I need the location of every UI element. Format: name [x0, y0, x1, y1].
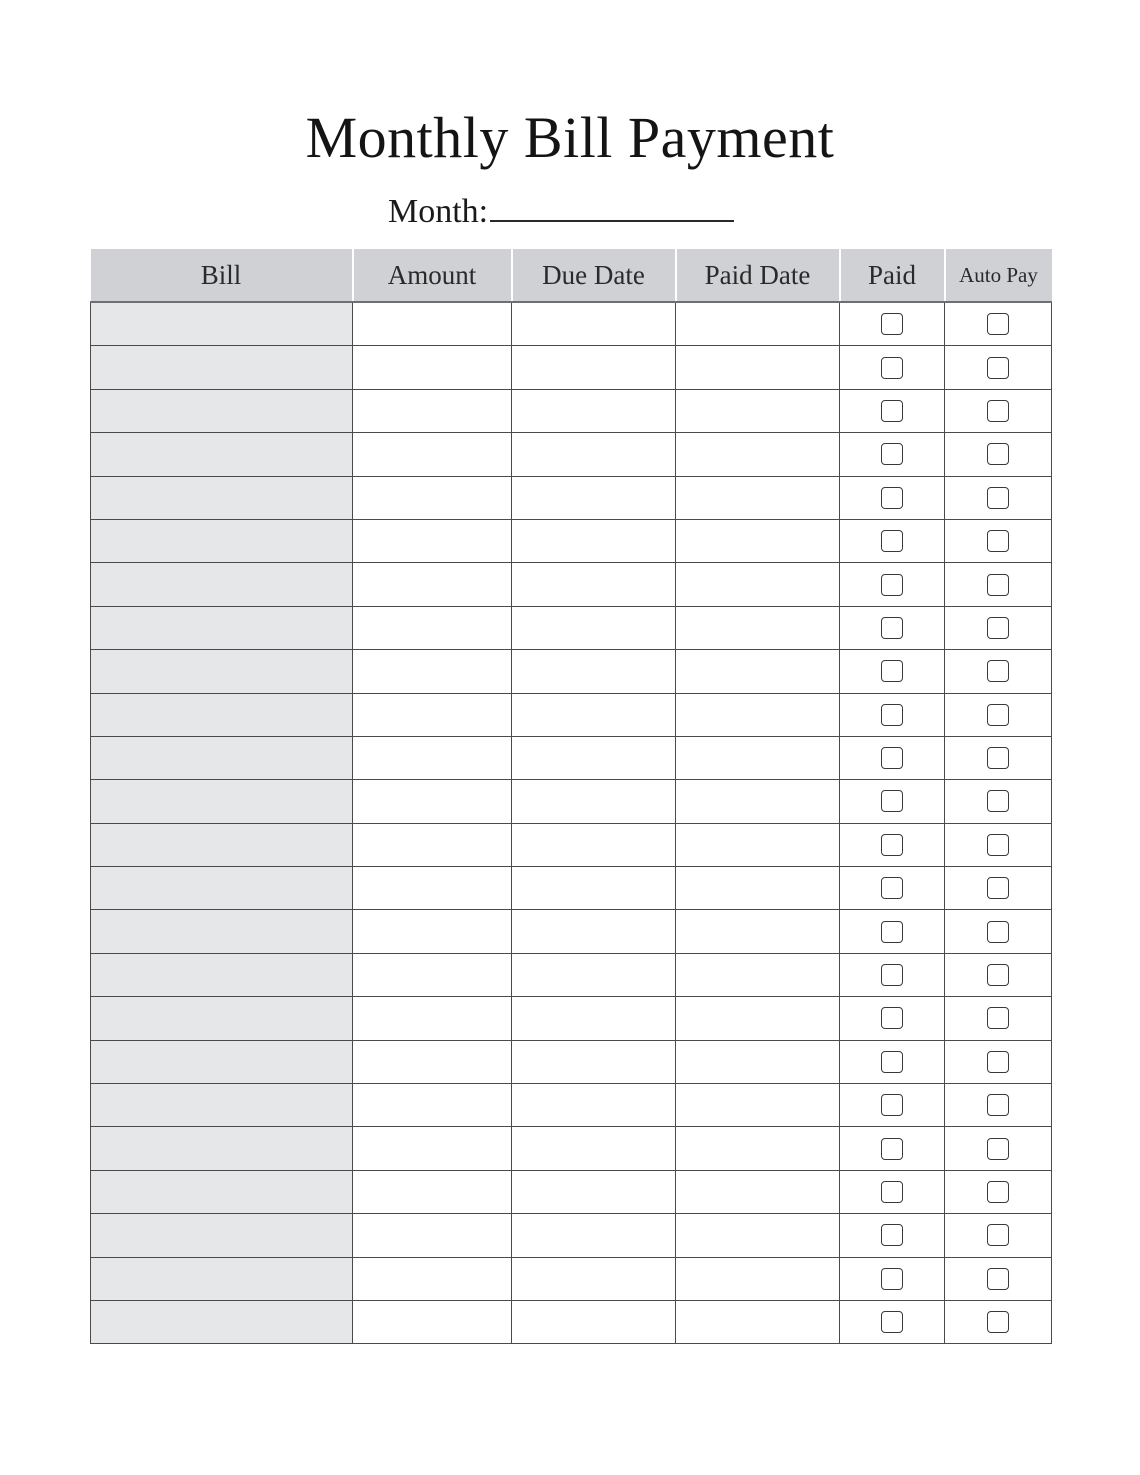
bill-input-cell[interactable]	[91, 910, 353, 953]
auto-pay-checkbox-cell	[945, 1040, 1052, 1083]
paid-date-input-cell[interactable]	[676, 519, 840, 562]
due-date-input-cell[interactable]	[512, 476, 676, 519]
empty-checkbox-icon[interactable]	[987, 747, 1009, 769]
bill-input-cell[interactable]	[91, 1300, 353, 1343]
paid-date-input-cell[interactable]	[676, 1300, 840, 1343]
amount-input-cell[interactable]	[353, 1170, 512, 1213]
auto-pay-checkbox-cell	[945, 1127, 1052, 1170]
table-header-row	[91, 249, 1052, 302]
empty-checkbox-icon[interactable]	[881, 487, 903, 509]
paid-checkbox-cell	[840, 823, 945, 866]
empty-checkbox-icon[interactable]	[987, 530, 1009, 552]
bill-input-cell[interactable]	[91, 1170, 353, 1213]
due-date-input-cell[interactable]	[512, 1170, 676, 1213]
due-date-input-cell[interactable]	[512, 519, 676, 562]
paid-date-input-cell[interactable]	[676, 953, 840, 996]
table-row	[91, 953, 1052, 996]
bill-input-cell[interactable]	[91, 1257, 353, 1300]
due-date-input-cell[interactable]	[512, 867, 676, 910]
bill-input-cell[interactable]	[91, 563, 353, 606]
due-date-input-cell[interactable]	[512, 1257, 676, 1300]
bill-input-cell[interactable]	[91, 606, 353, 649]
amount-input-cell[interactable]	[353, 736, 512, 779]
table-row	[91, 910, 1052, 953]
table-row	[91, 650, 1052, 693]
table-row	[91, 997, 1052, 1040]
paid-date-input-cell[interactable]	[676, 1214, 840, 1257]
bill-input-cell[interactable]	[91, 736, 353, 779]
auto-pay-checkbox-cell	[945, 563, 1052, 606]
empty-checkbox-icon[interactable]	[881, 530, 903, 552]
amount-input-cell[interactable]	[353, 693, 512, 736]
empty-checkbox-icon[interactable]	[881, 964, 903, 986]
auto-pay-checkbox-cell	[945, 650, 1052, 693]
bill-input-cell[interactable]	[91, 346, 353, 389]
paid-date-input-cell[interactable]	[676, 780, 840, 823]
bill-input-cell[interactable]	[91, 433, 353, 476]
paid-date-input-cell[interactable]	[676, 997, 840, 1040]
due-date-input-cell[interactable]	[512, 823, 676, 866]
paid-checkbox-cell	[840, 910, 945, 953]
empty-checkbox-icon[interactable]	[987, 1224, 1009, 1246]
empty-checkbox-icon[interactable]	[987, 487, 1009, 509]
empty-checkbox-icon[interactable]	[987, 617, 1009, 639]
due-date-input-cell[interactable]	[512, 780, 676, 823]
auto-pay-checkbox-cell	[945, 736, 1052, 779]
table-row	[91, 519, 1052, 562]
due-date-input-cell[interactable]	[512, 693, 676, 736]
column-header-bill: Bill	[91, 249, 353, 302]
table-row	[91, 1300, 1052, 1343]
table-row	[91, 1040, 1052, 1083]
due-date-input-cell[interactable]	[512, 997, 676, 1040]
auto-pay-checkbox-cell	[945, 476, 1052, 519]
bill-input-cell[interactable]	[91, 780, 353, 823]
table-row	[91, 780, 1052, 823]
auto-pay-checkbox-cell	[945, 519, 1052, 562]
paid-checkbox-cell	[840, 1040, 945, 1083]
amount-input-cell[interactable]	[353, 780, 512, 823]
amount-input-cell[interactable]	[353, 1084, 512, 1127]
auto-pay-checkbox-cell	[945, 1214, 1052, 1257]
paid-checkbox-cell	[840, 346, 945, 389]
table-row	[91, 389, 1052, 432]
amount-input-cell[interactable]	[353, 1127, 512, 1170]
empty-checkbox-icon[interactable]	[987, 400, 1009, 422]
paid-date-input-cell[interactable]	[676, 302, 840, 346]
empty-checkbox-icon[interactable]	[987, 1051, 1009, 1073]
table-row	[91, 1127, 1052, 1170]
auto-pay-checkbox-cell	[945, 606, 1052, 649]
bill-input-cell[interactable]	[91, 823, 353, 866]
paid-checkbox-cell	[840, 1257, 945, 1300]
table-row	[91, 823, 1052, 866]
paid-date-input-cell[interactable]	[676, 823, 840, 866]
bill-input-cell[interactable]	[91, 1127, 353, 1170]
paid-date-input-cell[interactable]	[676, 736, 840, 779]
empty-checkbox-icon[interactable]	[881, 617, 903, 639]
bill-rows	[91, 302, 1052, 1344]
paid-date-input-cell[interactable]	[676, 1127, 840, 1170]
table-row	[91, 1257, 1052, 1300]
auto-pay-checkbox-cell	[945, 1257, 1052, 1300]
paid-date-input-cell[interactable]	[676, 910, 840, 953]
paid-checkbox-cell	[840, 1214, 945, 1257]
month-input-line[interactable]	[490, 190, 734, 222]
amount-input-cell[interactable]	[353, 346, 512, 389]
paid-date-input-cell[interactable]	[676, 867, 840, 910]
table-row	[91, 693, 1052, 736]
bill-table	[90, 249, 1052, 1344]
paid-date-input-cell[interactable]	[676, 563, 840, 606]
amount-input-cell[interactable]	[353, 910, 512, 953]
empty-checkbox-icon[interactable]	[881, 790, 903, 812]
amount-input-cell[interactable]	[353, 1257, 512, 1300]
amount-input-cell[interactable]	[353, 476, 512, 519]
due-date-input-cell[interactable]	[512, 433, 676, 476]
paid-date-input-cell[interactable]	[676, 1170, 840, 1213]
auto-pay-checkbox-cell	[945, 910, 1052, 953]
paid-date-input-cell[interactable]	[676, 606, 840, 649]
empty-checkbox-icon[interactable]	[881, 400, 903, 422]
empty-checkbox-icon[interactable]	[987, 704, 1009, 726]
auto-pay-checkbox-cell	[945, 346, 1052, 389]
bill-input-cell[interactable]	[91, 519, 353, 562]
auto-pay-checkbox-cell	[945, 823, 1052, 866]
paid-checkbox-cell	[840, 433, 945, 476]
bill-input-cell[interactable]	[91, 650, 353, 693]
amount-input-cell[interactable]	[353, 997, 512, 1040]
amount-input-cell[interactable]	[353, 1040, 512, 1083]
table-row	[91, 476, 1052, 519]
table-row	[91, 302, 1052, 346]
paid-checkbox-cell	[840, 1084, 945, 1127]
bill-input-cell[interactable]	[91, 476, 353, 519]
paid-date-input-cell[interactable]	[676, 650, 840, 693]
bill-input-cell[interactable]	[91, 302, 353, 346]
page-title: Monthly Bill Payment	[305, 105, 835, 170]
empty-checkbox-icon[interactable]	[987, 1007, 1009, 1029]
table-row	[91, 1084, 1052, 1127]
auto-pay-checkbox-cell	[945, 433, 1052, 476]
paid-checkbox-cell	[840, 1170, 945, 1213]
auto-pay-checkbox-cell	[945, 389, 1052, 432]
paid-date-input-cell[interactable]	[676, 693, 840, 736]
empty-checkbox-icon[interactable]	[987, 1138, 1009, 1160]
paid-checkbox-cell	[840, 606, 945, 649]
amount-input-cell[interactable]	[353, 650, 512, 693]
paid-date-input-cell[interactable]	[676, 1257, 840, 1300]
empty-checkbox-icon[interactable]	[881, 660, 903, 682]
paid-date-input-cell[interactable]	[676, 476, 840, 519]
table-row	[91, 1214, 1052, 1257]
due-date-input-cell[interactable]	[512, 1300, 676, 1343]
amount-input-cell[interactable]	[353, 1214, 512, 1257]
due-date-input-cell[interactable]	[512, 346, 676, 389]
paid-checkbox-cell	[840, 519, 945, 562]
empty-checkbox-icon[interactable]	[987, 877, 1009, 899]
empty-checkbox-icon[interactable]	[881, 1268, 903, 1290]
table-row	[91, 346, 1052, 389]
table-row	[91, 606, 1052, 649]
due-date-input-cell[interactable]	[512, 606, 676, 649]
table-row	[91, 736, 1052, 779]
paid-checkbox-cell	[840, 389, 945, 432]
empty-checkbox-icon[interactable]	[881, 1224, 903, 1246]
due-date-input-cell[interactable]	[512, 302, 676, 346]
empty-checkbox-icon[interactable]	[987, 790, 1009, 812]
table-row	[91, 563, 1052, 606]
amount-input-cell[interactable]	[353, 302, 512, 346]
empty-checkbox-icon[interactable]	[881, 1007, 903, 1029]
bill-input-cell[interactable]	[91, 1040, 353, 1083]
empty-checkbox-icon[interactable]	[987, 834, 1009, 856]
bill-input-cell[interactable]	[91, 693, 353, 736]
column-header-paid: Paid	[840, 249, 945, 302]
paid-checkbox-cell	[840, 693, 945, 736]
due-date-input-cell[interactable]	[512, 1127, 676, 1170]
amount-input-cell[interactable]	[353, 606, 512, 649]
paid-date-input-cell[interactable]	[676, 389, 840, 432]
empty-checkbox-icon[interactable]	[881, 921, 903, 943]
empty-checkbox-icon[interactable]	[987, 313, 1009, 335]
amount-input-cell[interactable]	[353, 953, 512, 996]
amount-input-cell[interactable]	[353, 563, 512, 606]
amount-input-cell[interactable]	[353, 1300, 512, 1343]
empty-checkbox-icon[interactable]	[881, 834, 903, 856]
paid-checkbox-cell	[840, 736, 945, 779]
bill-input-cell[interactable]	[91, 1084, 353, 1127]
due-date-input-cell[interactable]	[512, 1084, 676, 1127]
paid-date-input-cell[interactable]	[676, 433, 840, 476]
auto-pay-checkbox-cell	[945, 780, 1052, 823]
empty-checkbox-icon[interactable]	[987, 1094, 1009, 1116]
auto-pay-checkbox-cell	[945, 1084, 1052, 1127]
empty-checkbox-icon[interactable]	[987, 964, 1009, 986]
empty-checkbox-icon[interactable]	[881, 1138, 903, 1160]
paid-date-input-cell[interactable]	[676, 1084, 840, 1127]
paid-checkbox-cell	[840, 867, 945, 910]
empty-checkbox-icon[interactable]	[987, 921, 1009, 943]
empty-checkbox-icon[interactable]	[987, 357, 1009, 379]
table-row	[91, 433, 1052, 476]
amount-input-cell[interactable]	[353, 823, 512, 866]
paid-date-input-cell[interactable]	[676, 346, 840, 389]
paid-checkbox-cell	[840, 953, 945, 996]
auto-pay-checkbox-cell	[945, 1300, 1052, 1343]
empty-checkbox-icon[interactable]	[987, 660, 1009, 682]
bill-input-cell[interactable]	[91, 953, 353, 996]
paid-checkbox-cell	[840, 1127, 945, 1170]
bill-input-cell[interactable]	[91, 389, 353, 432]
amount-input-cell[interactable]	[353, 433, 512, 476]
auto-pay-checkbox-cell	[945, 867, 1052, 910]
due-date-input-cell[interactable]	[512, 910, 676, 953]
amount-input-cell[interactable]	[353, 867, 512, 910]
due-date-input-cell[interactable]	[512, 1040, 676, 1083]
empty-checkbox-icon[interactable]	[881, 357, 903, 379]
empty-checkbox-icon[interactable]	[881, 443, 903, 465]
due-date-input-cell[interactable]	[512, 563, 676, 606]
empty-checkbox-icon[interactable]	[987, 1181, 1009, 1203]
due-date-input-cell[interactable]	[512, 1214, 676, 1257]
table-row	[91, 1170, 1052, 1213]
empty-checkbox-icon[interactable]	[881, 1311, 903, 1333]
column-header-due-date: Due Date	[512, 249, 676, 302]
due-date-input-cell[interactable]	[512, 650, 676, 693]
empty-checkbox-icon[interactable]	[987, 443, 1009, 465]
paid-checkbox-cell	[840, 476, 945, 519]
paid-checkbox-cell	[840, 563, 945, 606]
paid-date-input-cell[interactable]	[676, 1040, 840, 1083]
paid-checkbox-cell	[840, 1300, 945, 1343]
paid-checkbox-cell	[840, 650, 945, 693]
auto-pay-checkbox-cell	[945, 953, 1052, 996]
paid-checkbox-cell	[840, 997, 945, 1040]
paid-checkbox-cell	[840, 780, 945, 823]
month-label: Month:	[388, 193, 489, 230]
due-date-input-cell[interactable]	[512, 953, 676, 996]
empty-checkbox-icon[interactable]	[881, 877, 903, 899]
table-row	[91, 867, 1052, 910]
bill-input-cell[interactable]	[91, 997, 353, 1040]
paid-checkbox-cell	[840, 302, 945, 346]
due-date-input-cell[interactable]	[512, 389, 676, 432]
empty-checkbox-icon[interactable]	[881, 747, 903, 769]
bill-input-cell[interactable]	[91, 867, 353, 910]
due-date-input-cell[interactable]	[512, 736, 676, 779]
empty-checkbox-icon[interactable]	[987, 574, 1009, 596]
column-header-auto-pay: Auto Pay	[945, 249, 1052, 302]
column-header-paid-date: Paid Date	[676, 249, 840, 302]
amount-input-cell[interactable]	[353, 389, 512, 432]
empty-checkbox-icon[interactable]	[987, 1311, 1009, 1333]
empty-checkbox-icon[interactable]	[881, 1051, 903, 1073]
amount-input-cell[interactable]	[353, 519, 512, 562]
auto-pay-checkbox-cell	[945, 997, 1052, 1040]
empty-checkbox-icon[interactable]	[987, 1268, 1009, 1290]
auto-pay-checkbox-cell	[945, 1170, 1052, 1213]
empty-checkbox-icon[interactable]	[881, 704, 903, 726]
auto-pay-checkbox-cell	[945, 302, 1052, 346]
empty-checkbox-icon[interactable]	[881, 1181, 903, 1203]
empty-checkbox-icon[interactable]	[881, 574, 903, 596]
empty-checkbox-icon[interactable]	[881, 313, 903, 335]
bill-input-cell[interactable]	[91, 1214, 353, 1257]
column-header-amount: Amount	[353, 249, 512, 302]
month-field	[388, 188, 734, 232]
auto-pay-checkbox-cell	[945, 693, 1052, 736]
empty-checkbox-icon[interactable]	[881, 1094, 903, 1116]
